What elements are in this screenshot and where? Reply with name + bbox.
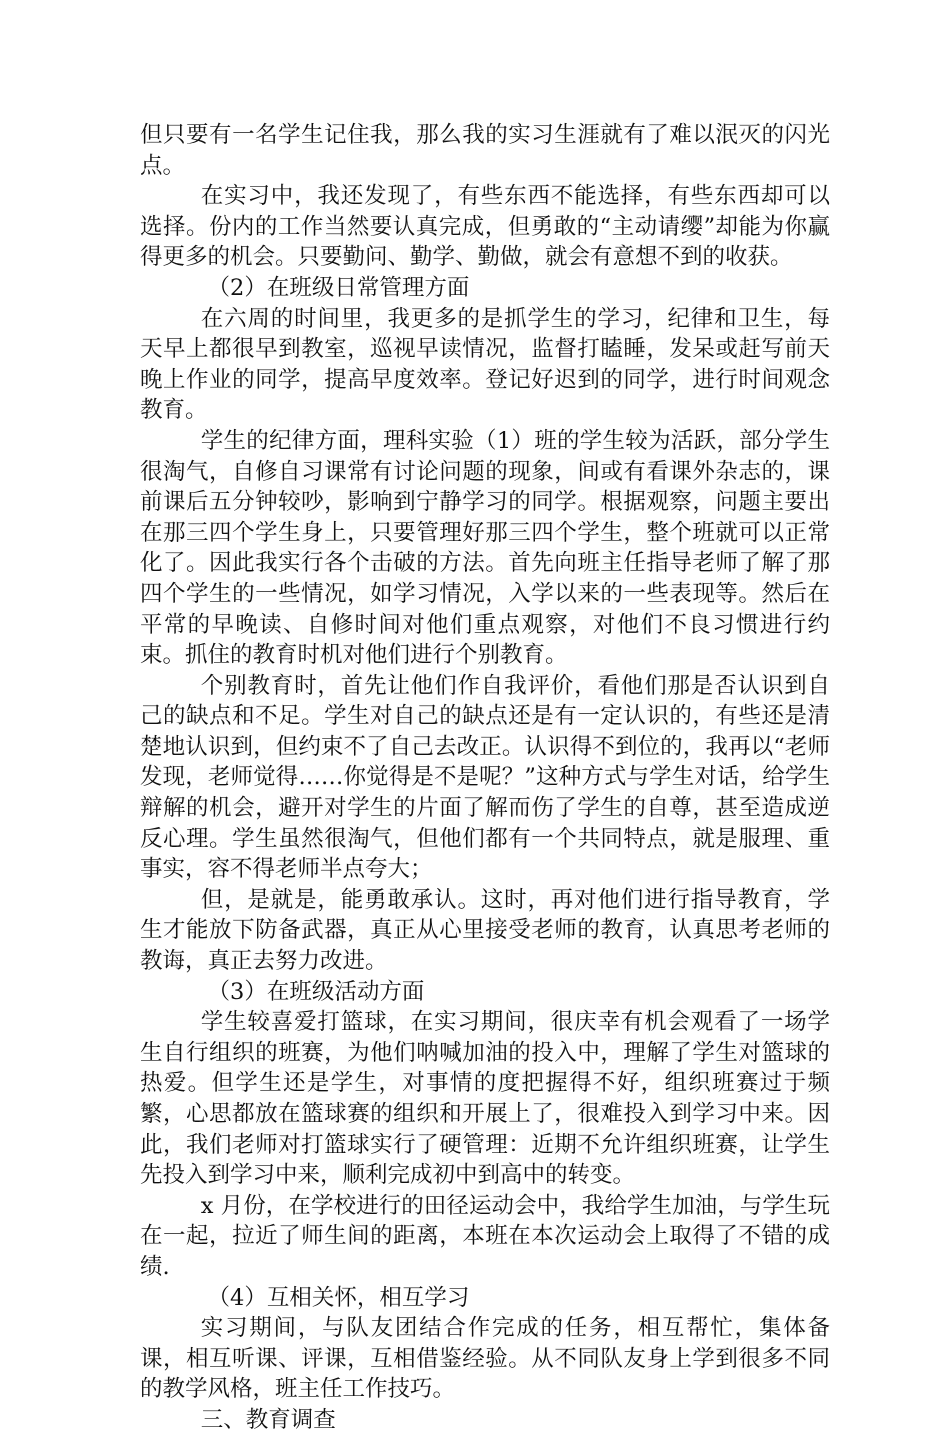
paragraph-sports-meet: x 月份，在学校进行的田径运动会中，我给学生加油，与学生玩在一起，拉近了师生间的距离，本班在本次运动会上取得了不错的成绩. bbox=[140, 1192, 830, 1280]
paragraph-discipline: 学生的纪律方面，理科实验（1）班的学生较为活跃，部分学生很淘气，自修自习课常有讨论问题的现象，间或有看课外杂志的，课前课后五分钟较吵，影响到宁静学习的同学。根据观察，问题主要出在那三四个学生身上，只要管理好那三四个学生，整个班就可以正常化了。因此我实行各个击破的方法。首先向班主任指导老师了解了那四个学生的一些情况，如学习情况，入学以来的一些表现等。然后在平常的早晚读、自修时间对他们重点观察，对他们不良习惯进行约束。抓住的教育时机对他们进行个别教育。 bbox=[140, 427, 830, 669]
paragraph-teamwork: 实习期间，与队友团结合作完成的任务，相互帮忙，集体备课，相互听课、评课，互相借鉴经验。从不同队友身上学到很多不同的教学风格，班主任工作技巧。 bbox=[140, 1315, 830, 1403]
heading-education-survey: 三、教育调查 bbox=[200, 1406, 336, 1433]
heading-daily-management: （2）在班级日常管理方面 bbox=[207, 274, 470, 301]
heading-mutual-learning: （4）互相关怀，相互学习 bbox=[207, 1284, 470, 1311]
paragraph-volunteering: 在实习中，我还发现了，有些东西不能选择，有些东西却可以选择。份内的工作当然要认真完成，但勇敢的“主动请缨”却能为你赢得更多的机会。只要勤问、勤学、勤做，就会有意想不到的收获。 bbox=[140, 183, 830, 271]
paragraph-individual-education: 个别教育时，首先让他们作自我评价，看他们那是否认识到自己的缺点和不足。学生对自己的缺点还是有一定认识的，有些还是清楚地认识到，但约束不了自己去改正。认识得不到位的，我再以“老师发现，老师觉得……你觉得是不是呢？”这种方式与学生对话，给学生辩解的机会，避开对学生的片面了解而伤了学生的自尊，甚至造成逆反心理。学生虽然很淘气，但他们都有一个共同特点，就是服理、重事实，容不得老师半点夸大； bbox=[140, 672, 830, 883]
paragraph-basketball: 学生较喜爱打篮球，在实习期间，很庆幸有机会观看了一场学生自行组织的班赛，为他们呐喊加油的投入中，理解了学生对篮球的热爱。但学生还是学生，对事情的度把握得不好，组织班赛过于频繁，心思都放在篮球赛的组织和开展上了，很难投入到学习中来。因此，我们老师对打篮球实行了硬管理：近期不允许组织班赛，让学生先投入到学习中来，顺利完成初中到高中的转变。 bbox=[140, 1009, 830, 1189]
heading-class-activities: （3）在班级活动方面 bbox=[207, 978, 425, 1005]
paragraph-admit: 但，是就是，能勇敢承认。这时，再对他们进行指导教育，学生才能放下防备武器，真正从心里接受老师的教育，认真思考老师的教诲，真正去努力改进。 bbox=[140, 886, 830, 975]
document-page bbox=[140, 120, 830, 1436]
paragraph-continuation: 但只要有一名学生记住我，那么我的实习生涯就有了难以泯灭的闪光点。 bbox=[140, 122, 830, 179]
paragraph-six-weeks: 在六周的时间里，我更多的是抓学生的学习，纪律和卫生，每天早上都很早到教室，巡视早读情况，监督打瞌睡，发呆或赶写前天晚上作业的同学，提高早度效率。登记好迟到的同学，进行时间观念教育。 bbox=[140, 305, 830, 424]
